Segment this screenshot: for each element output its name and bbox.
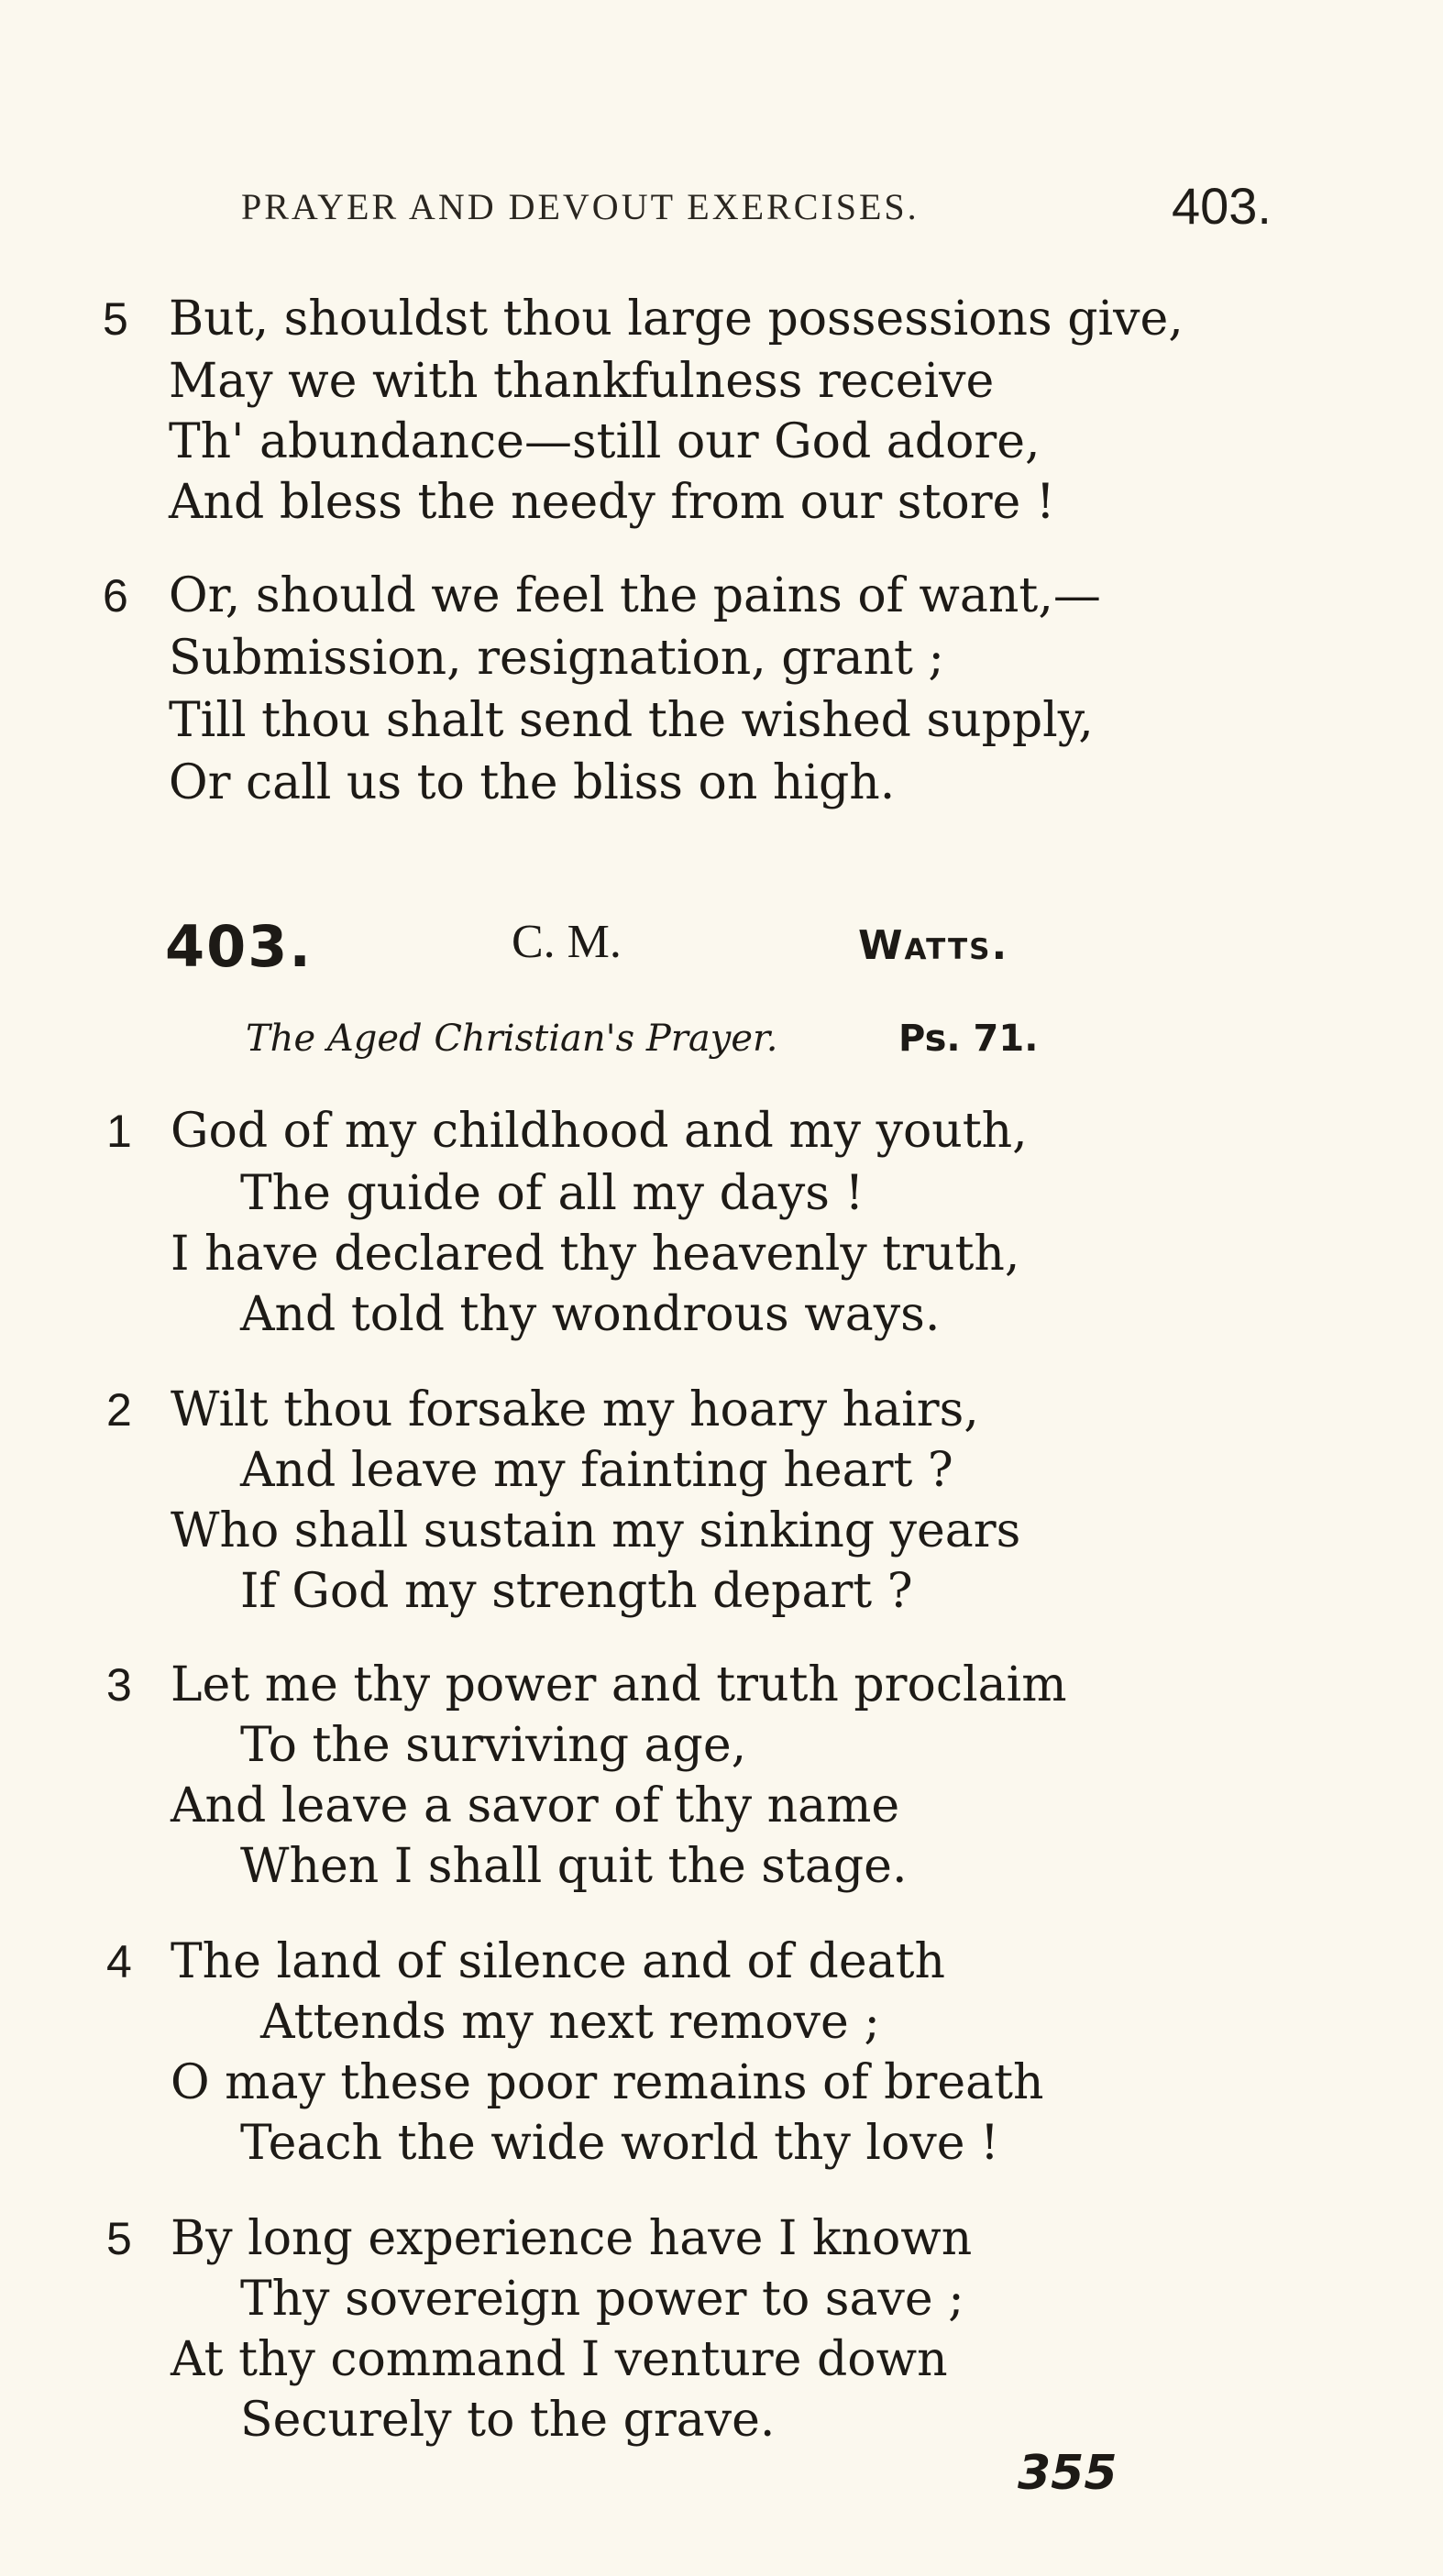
verse-line: Or, should we feel the pains of want,— xyxy=(169,568,1101,623)
stanza-number: 2 xyxy=(106,1384,132,1436)
folio-number: 355 xyxy=(1018,2446,1118,2501)
verse-line: If God my strength depart ? xyxy=(240,1564,913,1619)
verse-line: Till thou shalt send the wished supply, xyxy=(169,693,1094,748)
running-title: PRAYER AND DEVOUT EXERCISES. xyxy=(241,186,920,227)
verse-line: God of my childhood and my youth, xyxy=(171,1104,1028,1159)
hymn-number: 403. xyxy=(165,913,313,980)
page-number: 403. xyxy=(1172,177,1272,235)
stanza-number: 5 xyxy=(103,293,128,345)
stanza-number: 3 xyxy=(106,1659,132,1711)
verse-line: The land of silence and of death xyxy=(171,1934,945,1989)
verse-line: And leave my fainting heart ? xyxy=(240,1443,953,1498)
verse-line: When I shall quit the stage. xyxy=(240,1839,908,1894)
verse-line: Thy sovereign power to save ; xyxy=(240,2272,964,2327)
verse-line: Who shall sustain my sinking years xyxy=(171,1503,1021,1558)
hymn-author: Watts. xyxy=(858,922,1009,969)
hymn-meter: C. M. xyxy=(512,916,622,968)
verse-line: Wilt thou forsake my hoary hairs, xyxy=(171,1382,979,1437)
verse-line: Teach the wide world thy love ! xyxy=(240,2116,999,2171)
verse-line: To the surviving age, xyxy=(240,1718,747,1773)
verse-line: And bless the needy from our store ! xyxy=(169,475,1055,530)
stanza-number: 1 xyxy=(106,1106,132,1157)
stanza-number: 6 xyxy=(103,570,128,622)
verse-line: May we with thankfulness receive xyxy=(169,354,995,409)
scripture-reference: Ps. 71. xyxy=(898,1018,1039,1060)
verse-line: Securely to the grave. xyxy=(240,2393,776,2448)
verse-line: The guide of all my days ! xyxy=(240,1166,865,1221)
verse-line: And told thy wondrous ways. xyxy=(240,1287,941,1342)
verse-line: Or call us to the bliss on high. xyxy=(169,755,896,810)
verse-line: Th' abundance—still our God adore, xyxy=(169,414,1041,469)
hymn-title: The Aged Christian's Prayer. xyxy=(246,1018,778,1060)
verse-line: Attends my next remove ; xyxy=(260,1995,880,2050)
stanza-number: 5 xyxy=(106,2213,132,2264)
verse-line: O may these poor remains of breath xyxy=(171,2055,1044,2110)
verse-line: Submission, resignation, grant ; xyxy=(169,631,944,686)
verse-line: Let me thy power and truth proclaim xyxy=(171,1657,1067,1712)
running-head xyxy=(0,176,1443,240)
verse-line: I have declared thy heavenly truth, xyxy=(171,1227,1020,1282)
stanza-number: 4 xyxy=(106,1936,132,1987)
verse-line: By long experience have I known xyxy=(171,2211,973,2266)
verse-line: But, shouldst thou large possessions give, xyxy=(169,292,1184,347)
verse-line: At thy command I venture down xyxy=(171,2332,948,2387)
verse-line: And leave a savor of thy name xyxy=(171,1778,900,1833)
